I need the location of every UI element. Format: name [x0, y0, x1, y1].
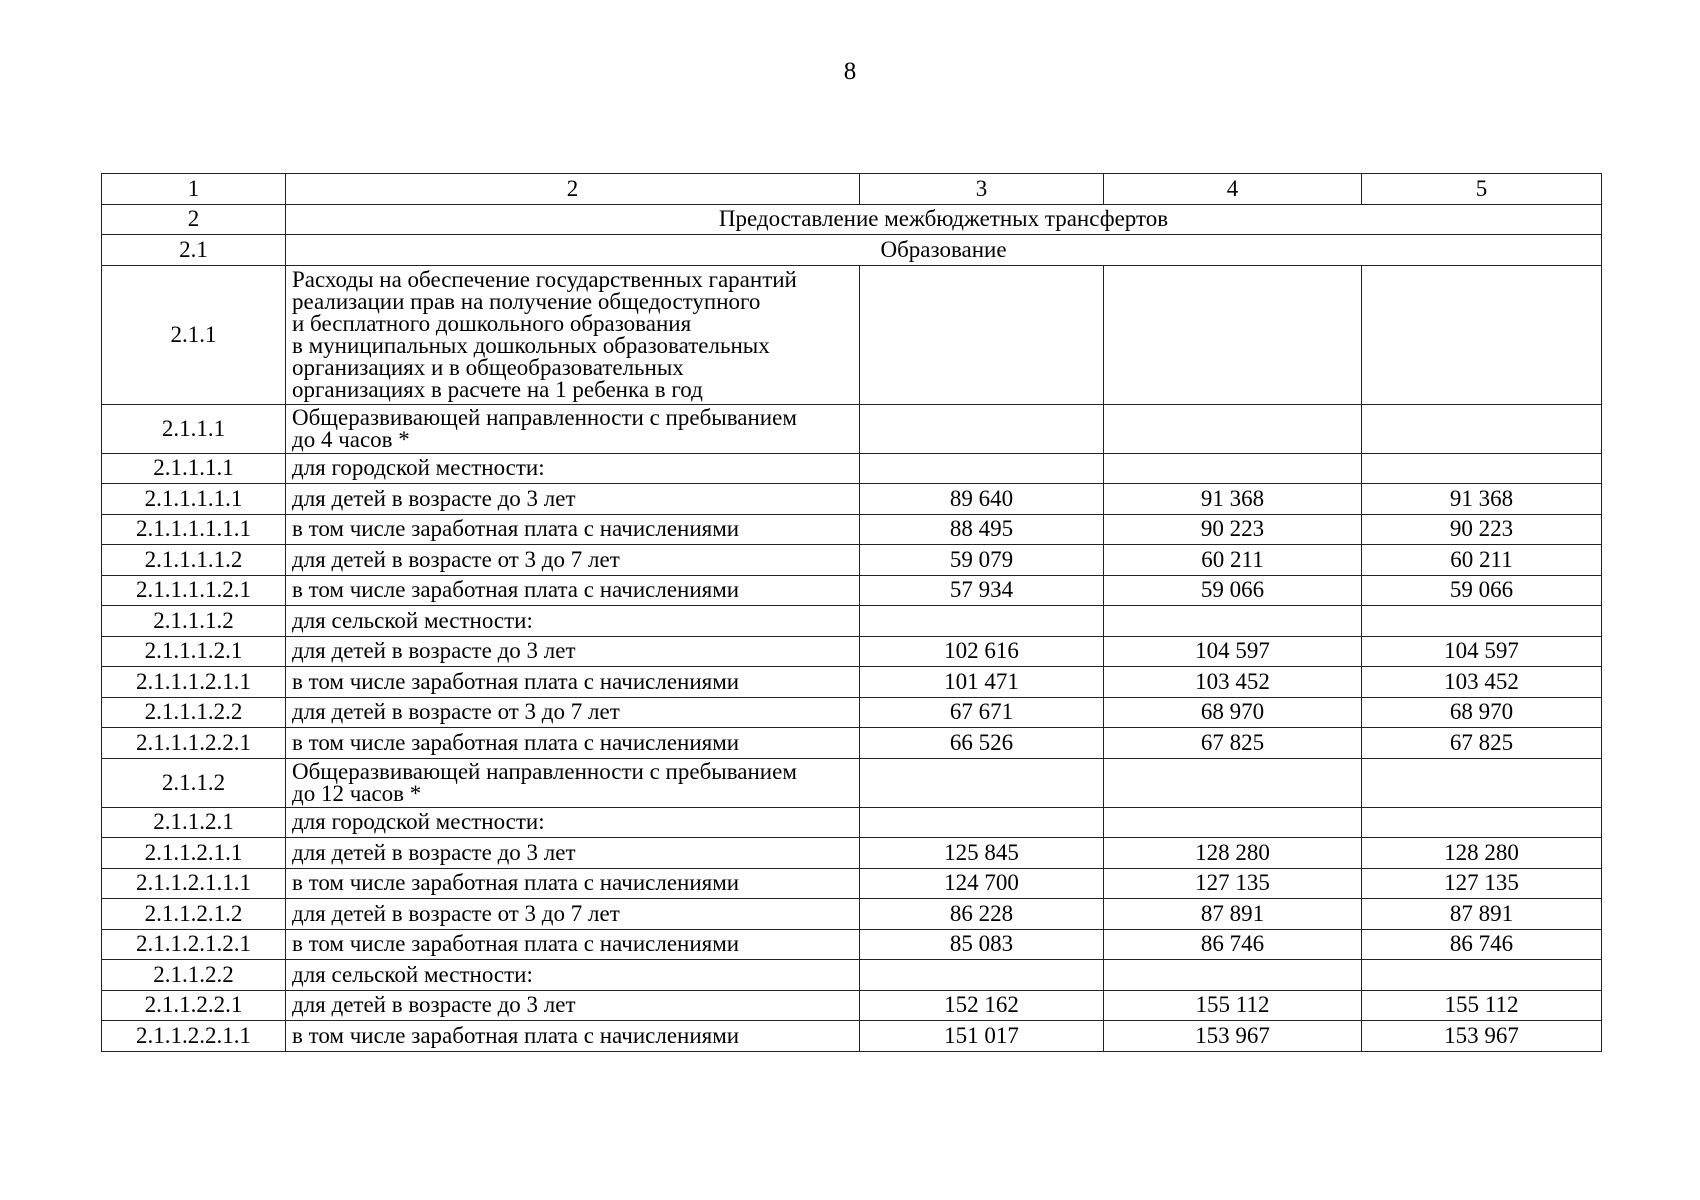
- row-value-col4: 155 112: [1104, 990, 1362, 1021]
- subsection-title: Образование: [286, 235, 1602, 266]
- table-row: [102, 404, 1602, 453]
- row-value-col5: 155 112: [1362, 990, 1602, 1021]
- section-row: [102, 204, 1602, 235]
- row-value-col5: 86 746: [1362, 929, 1602, 960]
- page-number: 8: [843, 58, 857, 85]
- row-value-col4: 104 597: [1104, 636, 1362, 667]
- row-value-col5: [1362, 758, 1602, 807]
- row-value-col3: 57 934: [860, 575, 1104, 606]
- row-value-col3: [860, 758, 1104, 807]
- row-code: 2.1.1.1.2.1: [102, 636, 286, 667]
- row-description: Расходы на обеспечение государственных гарантий реализации прав на получение общедоступного и бесплатного дошкольного образования в муниципальных дошкольных образовательных организациях и в общеобразовательных организациях в расчете на 1 ребенка в год: [286, 265, 860, 404]
- table-row: [102, 838, 1602, 869]
- table-row: [102, 868, 1602, 899]
- row-code: 2.1.1.1.1: [102, 453, 286, 484]
- row-value-col4: [1104, 404, 1362, 453]
- row-value-col3: [860, 960, 1104, 991]
- row-value-col4: [1104, 265, 1362, 404]
- table-row: [102, 929, 1602, 960]
- column-number-row: [102, 174, 1602, 205]
- row-description: в том числе заработная плата с начислениями: [286, 929, 860, 960]
- row-code: 2.1.1.2.2.1: [102, 990, 286, 1021]
- row-value-col5: 153 967: [1362, 1021, 1602, 1052]
- table-row: [102, 667, 1602, 698]
- row-code: 2.1.1.1.1.1.1: [102, 514, 286, 545]
- row-value-col3: 88 495: [860, 514, 1104, 545]
- row-value-col4: 60 211: [1104, 545, 1362, 576]
- row-value-col5: 127 135: [1362, 868, 1602, 899]
- row-value-col4: 86 746: [1104, 929, 1362, 960]
- column-number-5: 5: [1362, 174, 1602, 205]
- row-code: 2.1.1.2.1.2: [102, 899, 286, 930]
- table-body: [102, 174, 1602, 1052]
- row-code: 2.1.1.2.1.1: [102, 838, 286, 869]
- row-value-col4: 91 368: [1104, 484, 1362, 515]
- column-number-2: 2: [286, 174, 860, 205]
- row-code: 2.1.1: [102, 265, 286, 404]
- table-row: [102, 758, 1602, 807]
- row-value-col3: 124 700: [860, 868, 1104, 899]
- row-value-col5: 104 597: [1362, 636, 1602, 667]
- row-value-col3: 66 526: [860, 728, 1104, 759]
- row-value-col5: [1362, 265, 1602, 404]
- table-row: [102, 265, 1602, 404]
- row-value-col4: [1104, 606, 1362, 637]
- row-value-col3: 86 228: [860, 899, 1104, 930]
- row-value-col4: [1104, 453, 1362, 484]
- column-number-3: 3: [860, 174, 1104, 205]
- row-code: 2.1.1.2.1: [102, 807, 286, 838]
- row-description: в том числе заработная плата с начислениями: [286, 667, 860, 698]
- row-value-col3: 89 640: [860, 484, 1104, 515]
- row-value-col3: [860, 453, 1104, 484]
- table-row: [102, 545, 1602, 576]
- row-value-col5: 67 825: [1362, 728, 1602, 759]
- table-row: [102, 697, 1602, 728]
- row-value-col3: 59 079: [860, 545, 1104, 576]
- row-description: в том числе заработная плата с начислениями: [286, 1021, 860, 1052]
- row-code: 2.1.1.1.1.2.1: [102, 575, 286, 606]
- row-description: Общеразвивающей направленности с пребыванием до 12 часов *: [286, 758, 860, 807]
- table-row: [102, 990, 1602, 1021]
- row-value-col3: 101 471: [860, 667, 1104, 698]
- row-code: 2.1.1.1: [102, 404, 286, 453]
- table-row: [102, 1021, 1602, 1052]
- row-code: 2.1.1.2.2: [102, 960, 286, 991]
- subsection-row: [102, 235, 1602, 266]
- table-row: [102, 484, 1602, 515]
- table-row: [102, 453, 1602, 484]
- row-value-col4: 87 891: [1104, 899, 1362, 930]
- row-description: в том числе заработная плата с начислениями: [286, 728, 860, 759]
- row-value-col5: [1362, 404, 1602, 453]
- row-description: в том числе заработная плата с начислениями: [286, 514, 860, 545]
- row-code: 2.1.1.1.2.2: [102, 697, 286, 728]
- row-value-col5: 90 223: [1362, 514, 1602, 545]
- row-description: для городской местности:: [286, 453, 860, 484]
- row-value-col4: 59 066: [1104, 575, 1362, 606]
- row-code: 2.1.1.2: [102, 758, 286, 807]
- row-description: для детей в возрасте до 3 лет: [286, 484, 860, 515]
- row-value-col3: 152 162: [860, 990, 1104, 1021]
- row-value-col4: 103 452: [1104, 667, 1362, 698]
- row-value-col5: 87 891: [1362, 899, 1602, 930]
- row-description: для сельской местности:: [286, 960, 860, 991]
- row-value-col3: [860, 606, 1104, 637]
- row-value-col4: 128 280: [1104, 838, 1362, 869]
- row-value-col4: [1104, 807, 1362, 838]
- row-description: для городской местности:: [286, 807, 860, 838]
- row-code: 2.1.1.1.2: [102, 606, 286, 637]
- row-code: 2.1.1.2.1.1.1: [102, 868, 286, 899]
- table-row: [102, 514, 1602, 545]
- table-row: [102, 636, 1602, 667]
- row-value-col5: [1362, 960, 1602, 991]
- row-description: Общеразвивающей направленности с пребыванием до 4 часов *: [286, 404, 860, 453]
- row-description: для детей в возрасте до 3 лет: [286, 990, 860, 1021]
- table-row: [102, 960, 1602, 991]
- row-value-col3: 67 671: [860, 697, 1104, 728]
- row-value-col5: 128 280: [1362, 838, 1602, 869]
- section-code: 2: [102, 204, 286, 235]
- column-number-1: 1: [102, 174, 286, 205]
- row-code: 2.1.1.1.2.1.1: [102, 667, 286, 698]
- row-value-col3: [860, 265, 1104, 404]
- row-description: для детей в возрасте до 3 лет: [286, 838, 860, 869]
- row-value-col4: 90 223: [1104, 514, 1362, 545]
- table-row: [102, 899, 1602, 930]
- row-description: для детей в возрасте от 3 до 7 лет: [286, 545, 860, 576]
- row-value-col5: [1362, 453, 1602, 484]
- table-row: [102, 606, 1602, 637]
- row-description: для сельской местности:: [286, 606, 860, 637]
- row-code: 2.1.1.1.1.1: [102, 484, 286, 515]
- row-value-col3: 151 017: [860, 1021, 1104, 1052]
- transfers-table: [101, 173, 1602, 1052]
- row-code: 2.1.1.2.1.2.1: [102, 929, 286, 960]
- column-number-4: 4: [1104, 174, 1362, 205]
- row-value-col4: [1104, 758, 1362, 807]
- row-value-col4: 68 970: [1104, 697, 1362, 728]
- row-value-col5: 68 970: [1362, 697, 1602, 728]
- row-value-col4: 67 825: [1104, 728, 1362, 759]
- row-code: 2.1.1.1.1.2: [102, 545, 286, 576]
- section-title: Предоставление межбюджетных трансфертов: [286, 204, 1602, 235]
- table-row: [102, 575, 1602, 606]
- row-description: для детей в возрасте от 3 до 7 лет: [286, 899, 860, 930]
- row-description: для детей в возрасте от 3 до 7 лет: [286, 697, 860, 728]
- row-value-col3: [860, 807, 1104, 838]
- row-code: 2.1.1.1.2.2.1: [102, 728, 286, 759]
- row-value-col4: 127 135: [1104, 868, 1362, 899]
- row-value-col5: [1362, 606, 1602, 637]
- row-value-col4: [1104, 960, 1362, 991]
- table-row: [102, 807, 1602, 838]
- row-value-col3: [860, 404, 1104, 453]
- row-description: для детей в возрасте до 3 лет: [286, 636, 860, 667]
- subsection-code: 2.1: [102, 235, 286, 266]
- table-row: [102, 728, 1602, 759]
- row-value-col5: 59 066: [1362, 575, 1602, 606]
- row-value-col5: [1362, 807, 1602, 838]
- row-value-col5: 60 211: [1362, 545, 1602, 576]
- row-description: в том числе заработная плата с начислениями: [286, 868, 860, 899]
- row-value-col3: 85 083: [860, 929, 1104, 960]
- row-description: в том числе заработная плата с начислениями: [286, 575, 860, 606]
- row-value-col5: 91 368: [1362, 484, 1602, 515]
- row-code: 2.1.1.2.2.1.1: [102, 1021, 286, 1052]
- row-value-col4: 153 967: [1104, 1021, 1362, 1052]
- row-value-col5: 103 452: [1362, 667, 1602, 698]
- row-value-col3: 125 845: [860, 838, 1104, 869]
- row-value-col3: 102 616: [860, 636, 1104, 667]
